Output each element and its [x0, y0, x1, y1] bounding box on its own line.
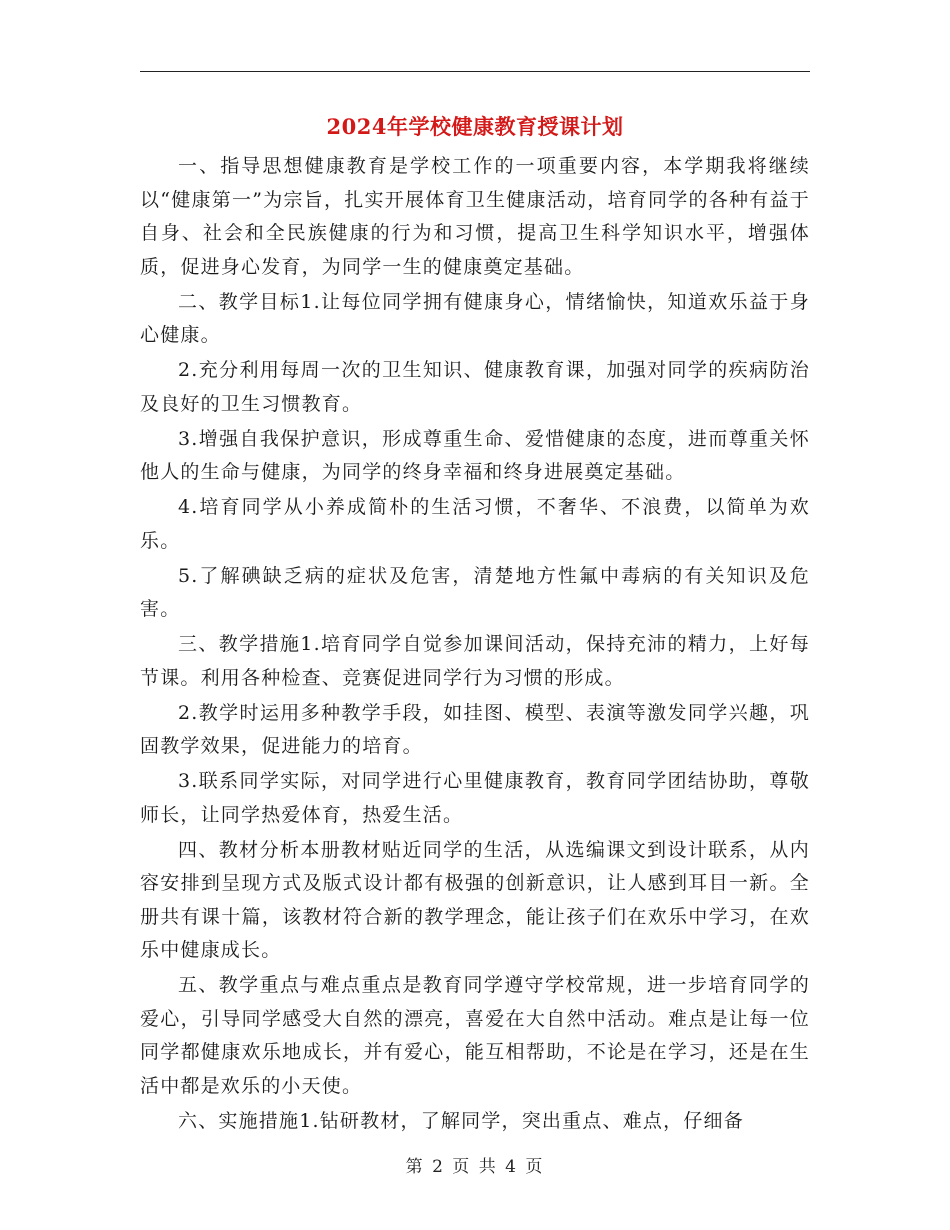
paragraph-implementation: 六、实施措施1.钻研教材，了解同学，突出重点、难点，仔细备	[178, 1109, 744, 1132]
paragraph-teaching-goal-5: 5.了解碘缺乏病的症状及危害，清楚地方性氟中毒病的有关知识及危害。	[140, 564, 810, 620]
document-title: 2024年学校健康教育授课计划	[326, 114, 624, 139]
paragraph-teaching-goal-2: 2.充分利用每周一次的卫生知识、健康教育课，加强对同学的疾病防治及良好的卫生习惯教育。	[140, 359, 810, 415]
paragraph-textbook-analysis: 四、教材分析本册教材贴近同学的生活，从选编课文到设计联系，从内容安排到呈现方式及版式设计都有极强的创新意识，让人感到耳目一新。全册共有课十篇，该教材符合新的教学理念，能让孩子们在欢乐中学习，在欢乐中健康成长。	[140, 838, 810, 961]
paragraph-teaching-measure-1: 三、教学措施1.培育同学自觉参加课间活动，保持充沛的精力，上好每节课。利用各种检查、竞赛促进同学行为习惯的形成。	[140, 633, 810, 689]
page-number: 第 2 页 共 4 页	[405, 1157, 545, 1177]
paragraph-guiding-ideology: 一、指导思想健康教育是学校工作的一项重要内容，本学期我将继续以“健康第一”为宗旨，扎实开展体育卫生健康活动，培育同学的各种有益于自身、社会和全民族健康的行为和习惯，提高卫生科学知识水平，增强体质，促进身心发育，为同学一生的健康奠定基础。	[140, 155, 810, 278]
paragraph-teaching-goal-4: 4.培育同学从小养成简朴的生活习惯，不奢华、不浪费，以简单为欢乐。	[140, 496, 810, 552]
header-rule	[140, 71, 810, 72]
paragraph-teaching-measure-2: 2.教学时运用多种教学手段，如挂图、模型、表演等激发同学兴趣，巩固教学效果，促进能力的培育。	[140, 701, 810, 757]
paragraph-teaching-measure-3: 3.联系同学实际，对同学进行心里健康教育，教育同学团结协助，尊敬师长，让同学热爱体育，热爱生活。	[140, 770, 810, 826]
paragraph-teaching-goal-3: 3.增强自我保护意识，形成尊重生命、爱惜健康的态度，进而尊重关怀他人的生命与健康，为同学的终身幸福和终身进展奠定基础。	[140, 427, 810, 483]
document-body	[140, 150, 810, 1140]
paragraph-teaching-goal-1: 二、教学目标1.让每位同学拥有健康身心，情绪愉快，知道欢乐益于身心健康。	[140, 290, 810, 346]
paragraph-key-points: 五、教学重点与难点重点是教育同学遵守学校常规，进一步培育同学的爱心，引导同学感受大自然的漂亮，喜爱在大自然中活动。难点是让每一位同学都健康欢乐地成长，并有爱心，能互相帮助，不论是在学习，还是在生活中都是欢乐的小天使。	[140, 974, 810, 1097]
